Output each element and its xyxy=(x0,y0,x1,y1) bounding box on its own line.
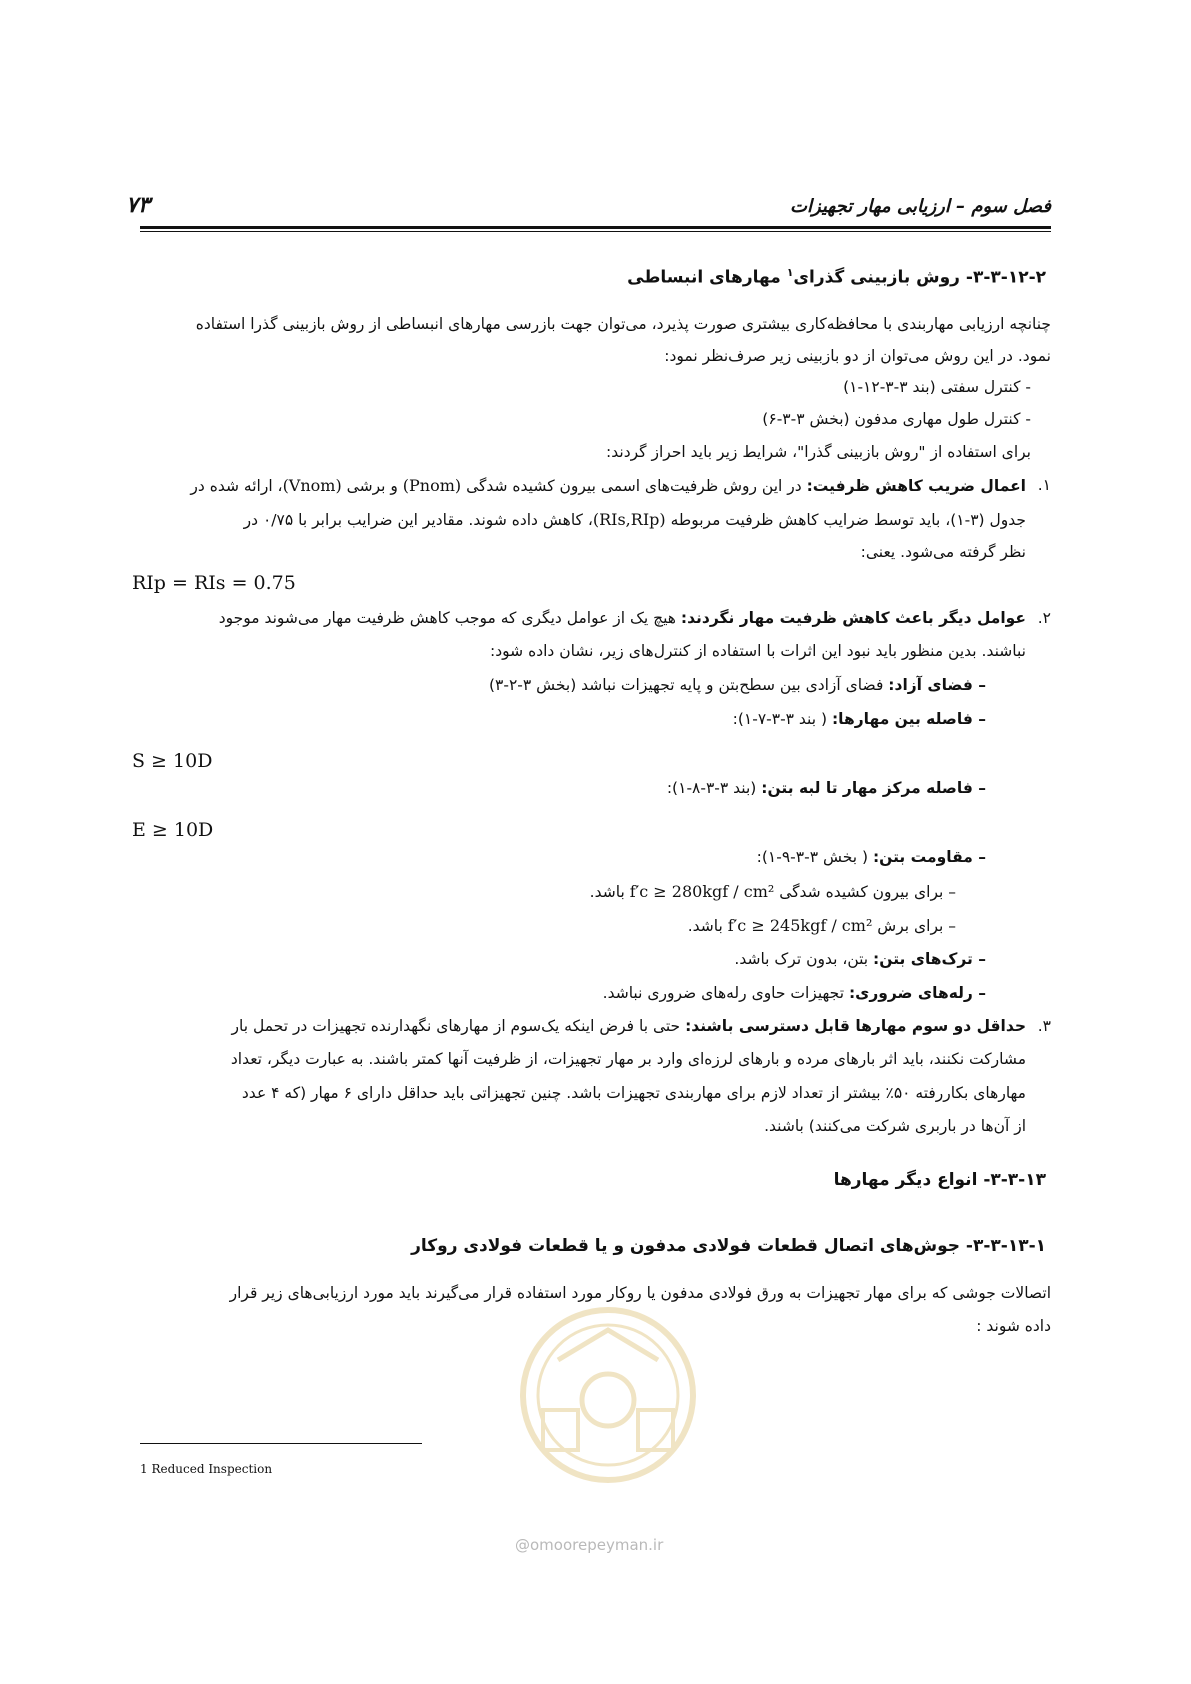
check-edge-distance-title: – فاصله مرکز مهار تا لبه بتن: xyxy=(761,779,986,797)
item-2-title: عوامل دیگر باعث کاهش ظرفیت مهار نگردند: xyxy=(680,609,1026,627)
item-1-text-a: در این روش ظرفیت‌های اسمی بیرون کشیده شدگی xyxy=(466,477,802,495)
item-3-line-4: از آن‌ها در باربری شرکت می‌کنند) باشند. xyxy=(764,1117,1026,1135)
header-rule-thick xyxy=(140,226,1051,229)
seal-logo-icon xyxy=(488,1300,728,1490)
skip-item-stiffness: - کنترل سفتی (بند ۳-۳-۱۲-۱) xyxy=(843,378,1031,396)
equation-edge: E ≥ 10D xyxy=(132,819,214,841)
item-3-number: ۳. xyxy=(1037,1017,1051,1035)
check-essential-relays-title: – رله‌های ضروری: xyxy=(848,984,986,1002)
check-free-space-text: فضای آزادی بین سطح‌بتن و پایه تجهیزات نباشد (بخش ۳-۲-۳) xyxy=(488,676,884,694)
check-edge-distance xyxy=(667,779,986,797)
footnote-marker: ۱ xyxy=(786,266,794,279)
item-1-title: اعمال ضریب کاهش ظرفیت: xyxy=(806,477,1026,495)
welds-paragraph-line-2: داده شوند : xyxy=(976,1317,1051,1335)
pnom-symbol: (Pnom) xyxy=(402,476,462,495)
strength-tension xyxy=(590,882,956,901)
strength-shear-text: – برای برش xyxy=(877,917,956,935)
conditions-intro: برای استفاده از "روش بازبینی گذرا"، شرایط زیر باید احراز گردند: xyxy=(606,443,1031,461)
item-3-line-1 xyxy=(232,1017,1026,1035)
equation-spacing: S ≥ 10D xyxy=(132,750,213,772)
check-anchor-spacing-title: – فاصله بین مهارها: xyxy=(831,710,986,728)
intro-line-2: نمود. در این روش می‌توان از دو بازبینی زیر صرف‌نظر نمود: xyxy=(664,347,1051,365)
strength-shear-end: باشد. xyxy=(687,917,723,935)
header-rule-thin xyxy=(140,231,1051,232)
item-3-line-2: مشارکت نکنند، باید اثر بارهای مرده و بارهای لرزه‌ای وارد بر مهار تجهیزات، از ظرفیت آنها کمتر باشند. به عبارت دیگر، تعداد xyxy=(230,1050,1026,1068)
check-concrete-cracks-text: بتن، بدون ترک باشد. xyxy=(734,950,869,968)
heading-text: ۳-۳-۱۲-۲- روش بازبینی گذرای xyxy=(793,267,1046,288)
check-free-space xyxy=(489,676,986,694)
watermark-site: @omoorepeyman.ir xyxy=(515,1536,664,1554)
check-concrete-cracks-title: – ترک‌های بتن: xyxy=(873,950,986,968)
intro-line-1: چنانچه ارزیابی مهاربندی با محافظه‌کاری بیشتری صورت پذیرد، می‌توان جهت بازرسی مهارهای انبساطی از روش بازبینی گذرا استفاده xyxy=(195,315,1051,333)
check-essential-relays xyxy=(603,984,986,1002)
strength-tension-text: – برای بیرون کشیده شدگی xyxy=(779,883,956,901)
item-3-text-a: حتی با فرض اینکه یک‌سوم از مهارهای نگهدارنده تجهیزات در تحمل بار xyxy=(231,1017,681,1035)
item-2-number: ۲. xyxy=(1037,609,1051,627)
check-anchor-spacing-text: ( بند ۳-۳-۷-۱): xyxy=(732,710,828,728)
item-1-text-b: و برشی xyxy=(346,477,398,495)
footnote-rule xyxy=(140,1443,422,1444)
check-free-space-title: – فضای آزاد: xyxy=(888,676,986,694)
item-3-title: حداقل دو سوم مهارها قابل دسترسی باشند: xyxy=(685,1017,1026,1035)
item-1-text-c: ، ارائه شده در xyxy=(190,477,283,495)
item-1-line-2 xyxy=(244,510,1026,529)
item-1-text-e: ، کاهش داده شوند. مقادیر این ضرایب برابر با ۰/۷۵ در xyxy=(243,511,593,529)
section-heading-3-3-13-1: ۳-۳-۱۳-۱- جوش‌های اتصال قطعات فولادی مدفون و یا قطعات فولادی روکار xyxy=(411,1236,1046,1256)
welds-paragraph-line-1: اتصالات جوشی که برای مهار تجهیزات به ورق فولادی مدفون یا روکار مورد استفاده قرار می‌گیرند باید مورد ارزیابی‌های زیر قرار xyxy=(229,1284,1051,1302)
check-anchor-spacing xyxy=(733,710,986,728)
check-concrete-cracks xyxy=(734,950,986,968)
check-concrete-strength xyxy=(757,848,986,866)
item-2-line-1 xyxy=(219,609,1026,627)
strength-tension-end: باشد. xyxy=(589,883,625,901)
item-1-line-1 xyxy=(190,476,1026,495)
check-concrete-strength-title: – مقاومت بتن: xyxy=(872,848,986,866)
item-2-text-a: هیچ یک از عوامل دیگری که موجب کاهش ظرفیت مهار می‌شوند موجود xyxy=(218,609,676,627)
footnote-1: 1 Reduced Inspection xyxy=(140,1462,273,1476)
equation-ri: RIp = RIs = 0.75 xyxy=(132,572,296,594)
item-1-number: ۱. xyxy=(1037,476,1051,494)
section-heading-3-3-13: ۳-۳-۱۳- انواع دیگر مهارها xyxy=(833,1170,1046,1190)
section-heading-3-3-12-2 xyxy=(627,266,1046,288)
page-number: ۷۳ xyxy=(126,193,150,218)
ri-symbols: (RIs,RIp) xyxy=(592,510,666,529)
item-1-line-3: نظر گرفته می‌شود. یعنی: xyxy=(860,543,1026,561)
running-header-title: فصل سوم – ارزیابی مهار تجهیزات xyxy=(790,196,1051,217)
item-2-line-2: نباشند. بدین منظور باید نبود این اثرات با استفاده از کنترل‌های زیر، نشان داده شود: xyxy=(490,642,1026,660)
item-1-text-d: جدول (۳-۱)، باید توسط ضرایب کاهش ظرفیت مربوطه xyxy=(670,511,1026,529)
heading-text-tail: مهارهای انبساطی xyxy=(627,267,781,288)
vnom-symbol: (Vnom) xyxy=(282,476,342,495)
skip-item-embed-length: - کنترل طول مهاری مدفون (بخش ۳-۳-۶) xyxy=(762,410,1031,428)
check-concrete-strength-text: ( بخش ۳-۳-۹-۱): xyxy=(756,848,868,866)
item-3-line-3: مهارهای بکاررفته ۵۰٪ بیشتر از تعداد لازم برای مهاربندی تجهیزات باشد. چنین تجهیزاتی باید حداقل دارای ۶ مهار (که ۴ عدد xyxy=(241,1084,1026,1102)
check-essential-relays-text: تجهیزات حاوی رله‌های ضروری نباشد. xyxy=(602,984,845,1002)
strength-tension-math: f′c ≥ 280kgf / cm² xyxy=(629,882,775,901)
check-edge-distance-text: (بند ۳-۳-۸-۱): xyxy=(666,779,757,797)
strength-shear-math: f′c ≥ 245kgf / cm² xyxy=(727,916,873,935)
strength-shear xyxy=(688,916,956,935)
